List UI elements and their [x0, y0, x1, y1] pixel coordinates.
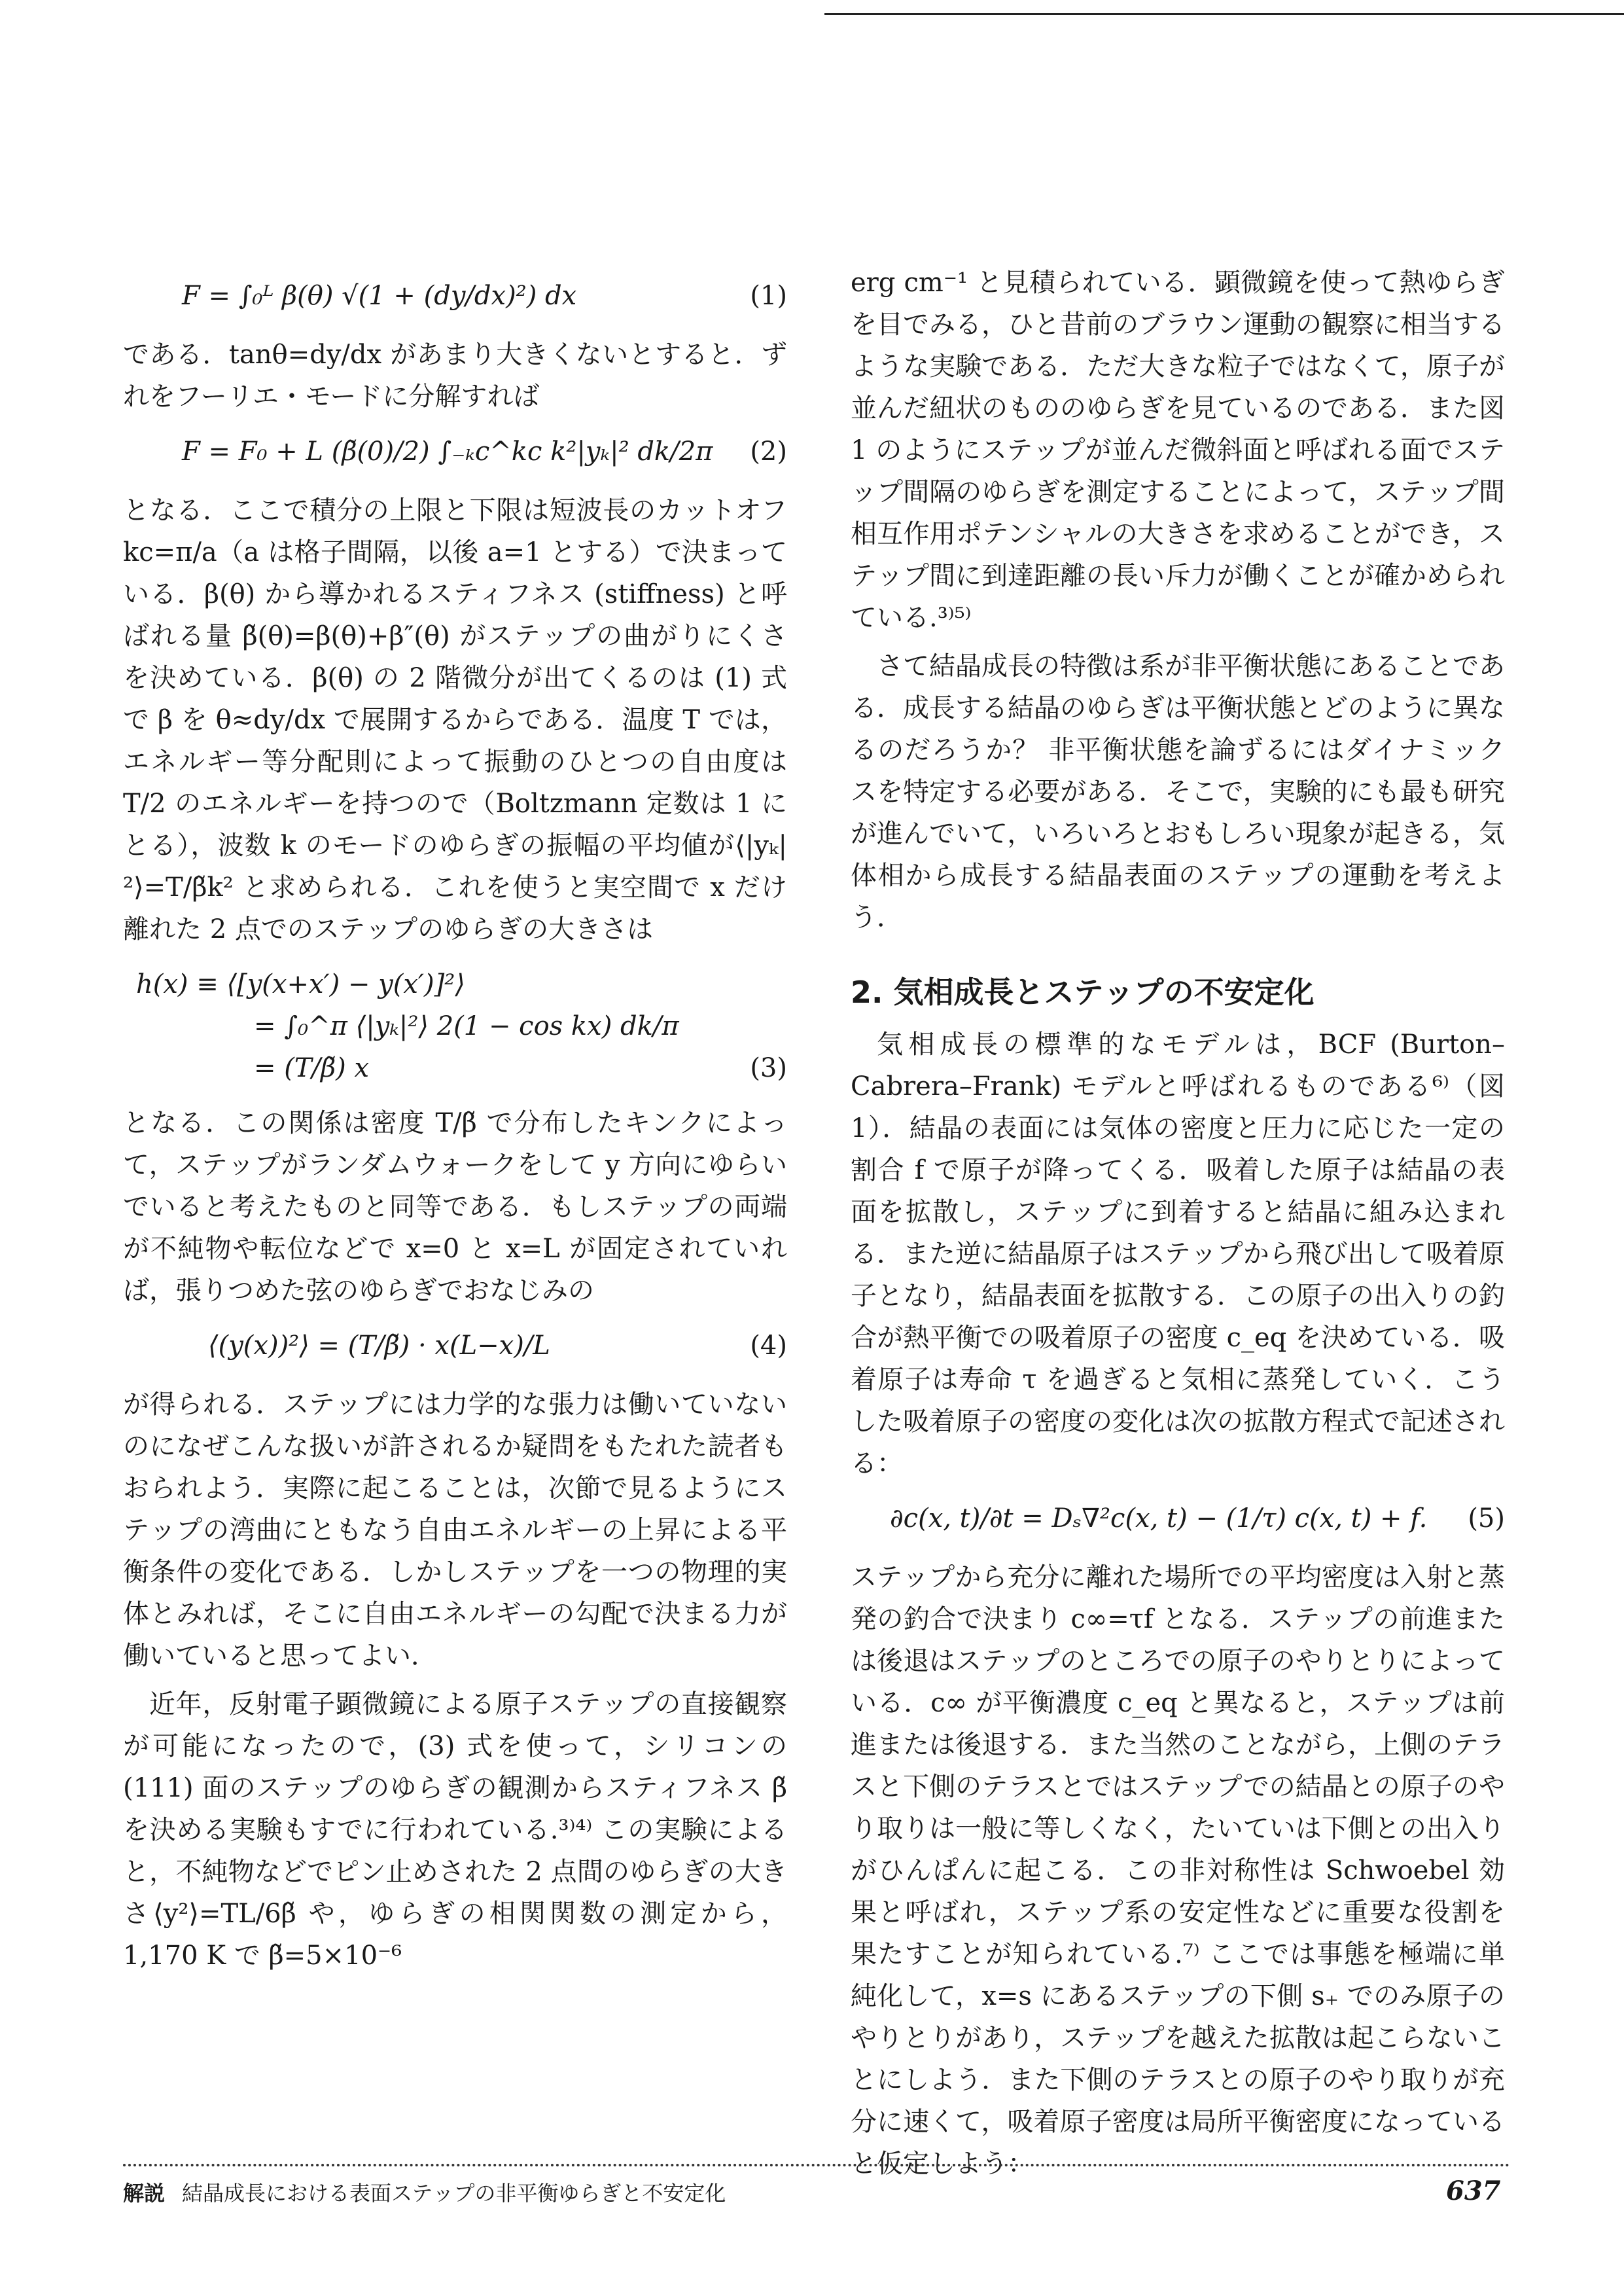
footer-label: 解説: [123, 2181, 166, 2206]
running-footer: [123, 2177, 726, 2207]
right-paragraph-3: 気相成長の標準的なモデルは，BCF (Burton–Cabrera–Frank) モデルと呼ばれるものである⁶⁾（図 1）．結晶の表面には気体の密度と圧力に応じた一定の割合 f で原子が降ってくる．吸着した原子は結晶の表面を拡散し，ステップに到着すると結晶に組み込まれる．また逆に結晶原子はステップから飛び出して吸着原子となり，結晶表面を拡散する．この原子の出入りの釣合が熱平衡での吸着原子の密度 c_eq を決めている．吸着原子は寿命 τ を過ぎると気相に蒸発していく．こうした吸着原子の密度の変化は次の拡散方程式で記述される：: [851, 1030, 1505, 1479]
right-paragraph-4: ステップから充分に離れた場所での平均密度は入射と蒸発の釣合で決まり c∞=τf となる．ステップの前進または後退はステップのところでの原子のやりとりによっている．c∞ が平衡濃度 c_eq と異なると，ステップは前進または後退する．また当然のことながら，上側のテラスと下側のテラスとではステップでの結晶との原子のやり取りは一般に等しくなく，たいていは下側との出入りがひんぱんに起こる．この非対称性は Schwoebel 効果と呼ばれ，ステップ系の安定性などに重要な役割を果たすことが知られている.⁷⁾ ここでは事態を極端に単純化して，x=s にあるステップの下側 s₊ でのみ原子のやりとりがあり，ステップを越えた拡散は起こらないことにしよう．また下側のテラスとの原子のやり取りが充分に速くて，吸着原子密度は局所平衡密度になっていると仮定しよう：: [851, 1562, 1505, 2179]
equation-4: [123, 1325, 787, 1371]
equation-2-body: F = F₀ + L (β̃(0)/2) ∫₋ₖc^kc k²|yₖ|² dk/2π: [182, 437, 713, 467]
equation-1-number: (1): [750, 281, 787, 311]
left-paragraph-4: が得られる．ステップには力学的な張力は働いていないのになぜこんな扱いが許されるか疑問をもたれた読者もおられよう．実際に起こることは，次節で見るようにステップの湾曲にともなう自由エネルギーの上昇による平衡条件の変化である．しかしステップを一つの物理的実体とみれば，そこに自由エネルギーの勾配で決まる力が働いていると思ってよい．: [123, 1390, 787, 1671]
left-paragraph-3: となる．この関係は密度 T/β̃ で分布したキンクによって，ステップがランダムウォークをして y 方向にゆらいでいると考えたものと同等である．もしステップの両端が不純物や転位などで x=0 と x=L が固定されていれば，張りつめた弦のゆらぎでおなじみの: [123, 1108, 787, 1306]
equation-3: [123, 963, 787, 1089]
equation-5-number: (5): [1468, 1503, 1505, 1534]
equation-3-line-1: h(x) ≡ ⟨[y(x+x′) − y(x′)]²⟩: [136, 969, 465, 999]
right-column: [851, 262, 1505, 2191]
equation-2-number: (2): [750, 437, 787, 467]
equation-2: [123, 431, 787, 476]
equation-5-body: ∂c(x, t)/∂t = Dₛ∇²c(x, t) − (1/τ) c(x, t) + f.: [890, 1503, 1428, 1534]
left-paragraph-2: となる．ここで積分の上限と下限は短波長のカットオフ kc=π/a（a は格子間隔，以後 a=1 とする）で決まっている．β(θ) から導かれるスティフネス (stiffness) と呼ばれる量 β̃(θ)=β(θ)+β″(θ) がステップの曲がりにくさを決めている．β(θ) の 2 階微分が出てくるのは (1) 式で β を θ≈dy/dx で展開するからである．温度 T では，エネルギー等分配則によって振動のひとつの自由度は T/2 のエネルギーを持つので（Boltzmann 定数は 1 にとる），波数 k のモードのゆらぎの振幅の平均値が⟨|yₖ|²⟩=T/β̃k² と求められる．これを使うと実空間で x だけ離れた 2 点でのステップのゆらぎの大きさは: [123, 495, 787, 944]
page-number: 637: [1446, 2176, 1501, 2206]
left-paragraph-1: である．tanθ=dy/dx があまり大きくないとすると．ずれをフーリエ・モードに分解すれば: [123, 340, 787, 412]
equation-3-line-2: = ∫₀^π ⟨|yₖ|²⟩ 2(1 − cos kx) dk/π: [254, 1011, 679, 1041]
right-paragraph-1: erg cm⁻¹ と見積られている．顕微鏡を使って熱ゆらぎを目でみる，ひと昔前のブラウン運動の観察に相当するような実験である．ただ大きな粒子ではなくて，原子が並んだ紐状のもののゆらぎを見ているのである．また図 1 のようにステップが並んだ微斜面と呼ばれる面でステップ間隔のゆらぎを測定することによって，ステップ間相互作用ポテンシャルの大きさを求めることができ，ステップ間に到達距離の長い斥力が働くことが確かめられている.³⁾⁵⁾: [851, 268, 1505, 633]
top-rule: [824, 13, 1624, 15]
equation-4-number: (4): [750, 1331, 787, 1361]
equation-5: [851, 1498, 1505, 1543]
equation-3-line-3: = (T/β̃) x: [254, 1053, 369, 1083]
right-paragraph-2: さて結晶成長の特徴は系が非平衡状態にあることである．成長する結晶のゆらぎは平衡状態とどのように異なるのだろうか？ 非平衡状態を論ずるにはダイナミックスを特定する必要がある．そこで，実験的にも最も研究が進んでいて，いろいろとおもしろい現象が起きる，気体相から成長する結晶表面のステップの運動を考えよう．: [851, 651, 1505, 933]
equation-4-body: ⟨(y(x))²⟩ = (T/β̃) · x(L−x)/L: [208, 1331, 550, 1361]
section-heading: 2. 気相成長とステップの不安定化: [851, 975, 1315, 1010]
equation-1-body: F = ∫₀ᴸ β(θ) √(1 + (dy/dx)²) dx: [182, 281, 577, 311]
left-paragraph-5: 近年，反射電子顕微鏡による原子ステップの直接観察が可能になったので，(3) 式を使って，シリコンの (111) 面のステップのゆらぎの観測からスティフネス β̃ を決める実験もすでに行われている.³⁾⁴⁾ この実験によると，不純物などでピン止めされた 2 点間のゆらぎの大きさ⟨y²⟩=TL/6β̃ や，ゆらぎの相関関数の測定から，1,170 K で β̃=5×10⁻⁶: [123, 1689, 787, 1971]
equation-1: [123, 275, 787, 321]
footer-rule: [123, 2164, 1510, 2166]
equation-3-number: (3): [750, 1053, 787, 1083]
left-column: [123, 262, 787, 1983]
footer-title: 結晶成長における表面ステップの非平衡ゆらぎと不安定化: [182, 2181, 726, 2206]
